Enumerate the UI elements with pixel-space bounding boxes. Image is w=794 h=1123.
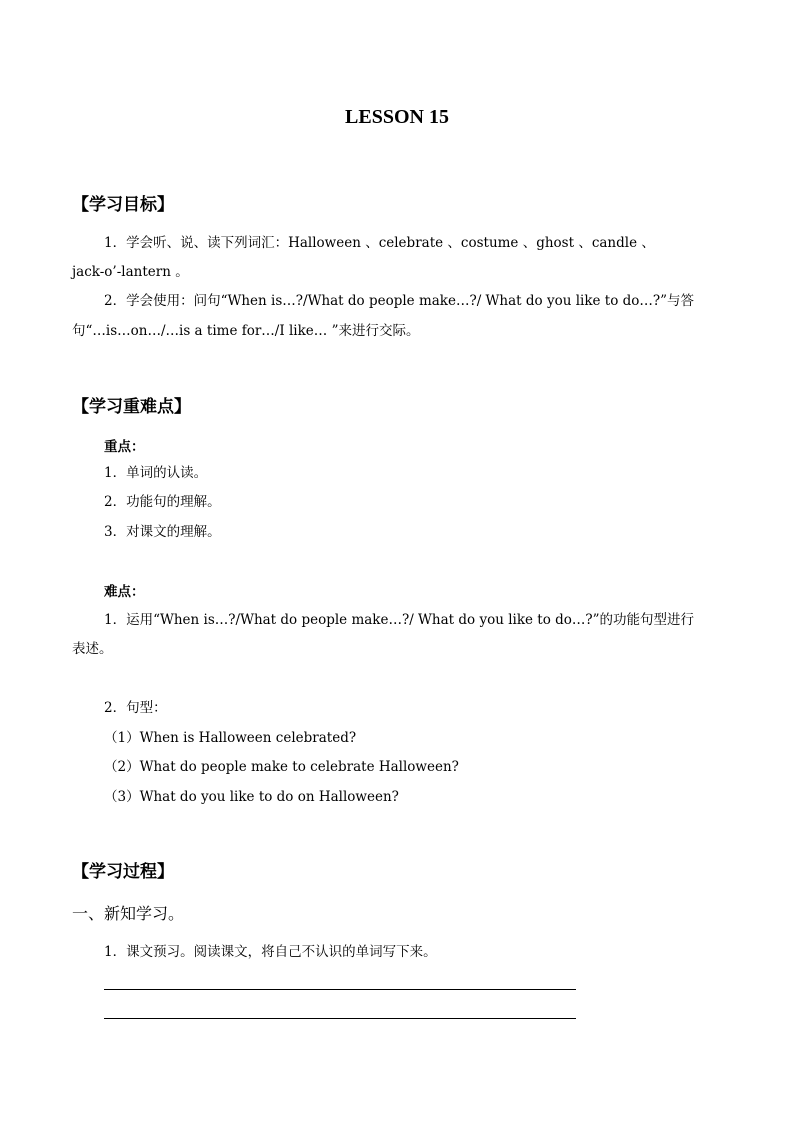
- difficulty-line1: 1．运用“When is…?/What do people make…?/ What do you like to do…?”的功能句型进行: [104, 612, 695, 628]
- goals-item1-line1: 1．学会听、说、读下列词汇：Halloween 、celebrate 、costume 、ghost 、candle 、: [104, 235, 655, 251]
- focus-item-1: 1．单词的认读。: [104, 465, 208, 481]
- pattern-2: （2）What do people make to celebrate Halloween?: [104, 759, 459, 775]
- goals-heading: 【学习目标】: [72, 195, 174, 215]
- pattern-3: （3）What do you like to do on Halloween?: [104, 789, 399, 805]
- focus-label: 重点：: [104, 439, 145, 455]
- lesson-title: LESSON 15: [345, 106, 449, 128]
- goals-item2-line2: 句“…is…on…/…is a time for…/I like… ”来进行交际。: [72, 323, 420, 339]
- difficulty-label: 难点：: [104, 584, 145, 600]
- key-points-heading: 【学习重难点】: [72, 397, 191, 417]
- goals-item2-line1: 2．学会使用：问句“When is…?/What do people make…?/ What do you like to do…?”与答: [104, 293, 695, 309]
- patterns-label: 2．句型：: [104, 700, 167, 716]
- goals-item1-line2: jack-o’-lantern 。: [72, 264, 189, 280]
- pattern-1: （1）When is Halloween celebrated?: [104, 730, 357, 746]
- process-task1: 1．课文预习。阅读课文，将自己不认识的单词写下来。: [104, 944, 437, 960]
- focus-item-3: 3．对课文的理解。: [104, 524, 221, 540]
- answer-line-2[interactable]: [104, 1018, 576, 1019]
- difficulty-line2: 表述。: [72, 641, 113, 657]
- answer-line-1[interactable]: [104, 989, 576, 990]
- focus-item-2: 2．功能句的理解。: [104, 494, 221, 510]
- process-heading: 【学习过程】: [72, 862, 174, 882]
- process-part1: 一、新知学习。: [72, 904, 185, 923]
